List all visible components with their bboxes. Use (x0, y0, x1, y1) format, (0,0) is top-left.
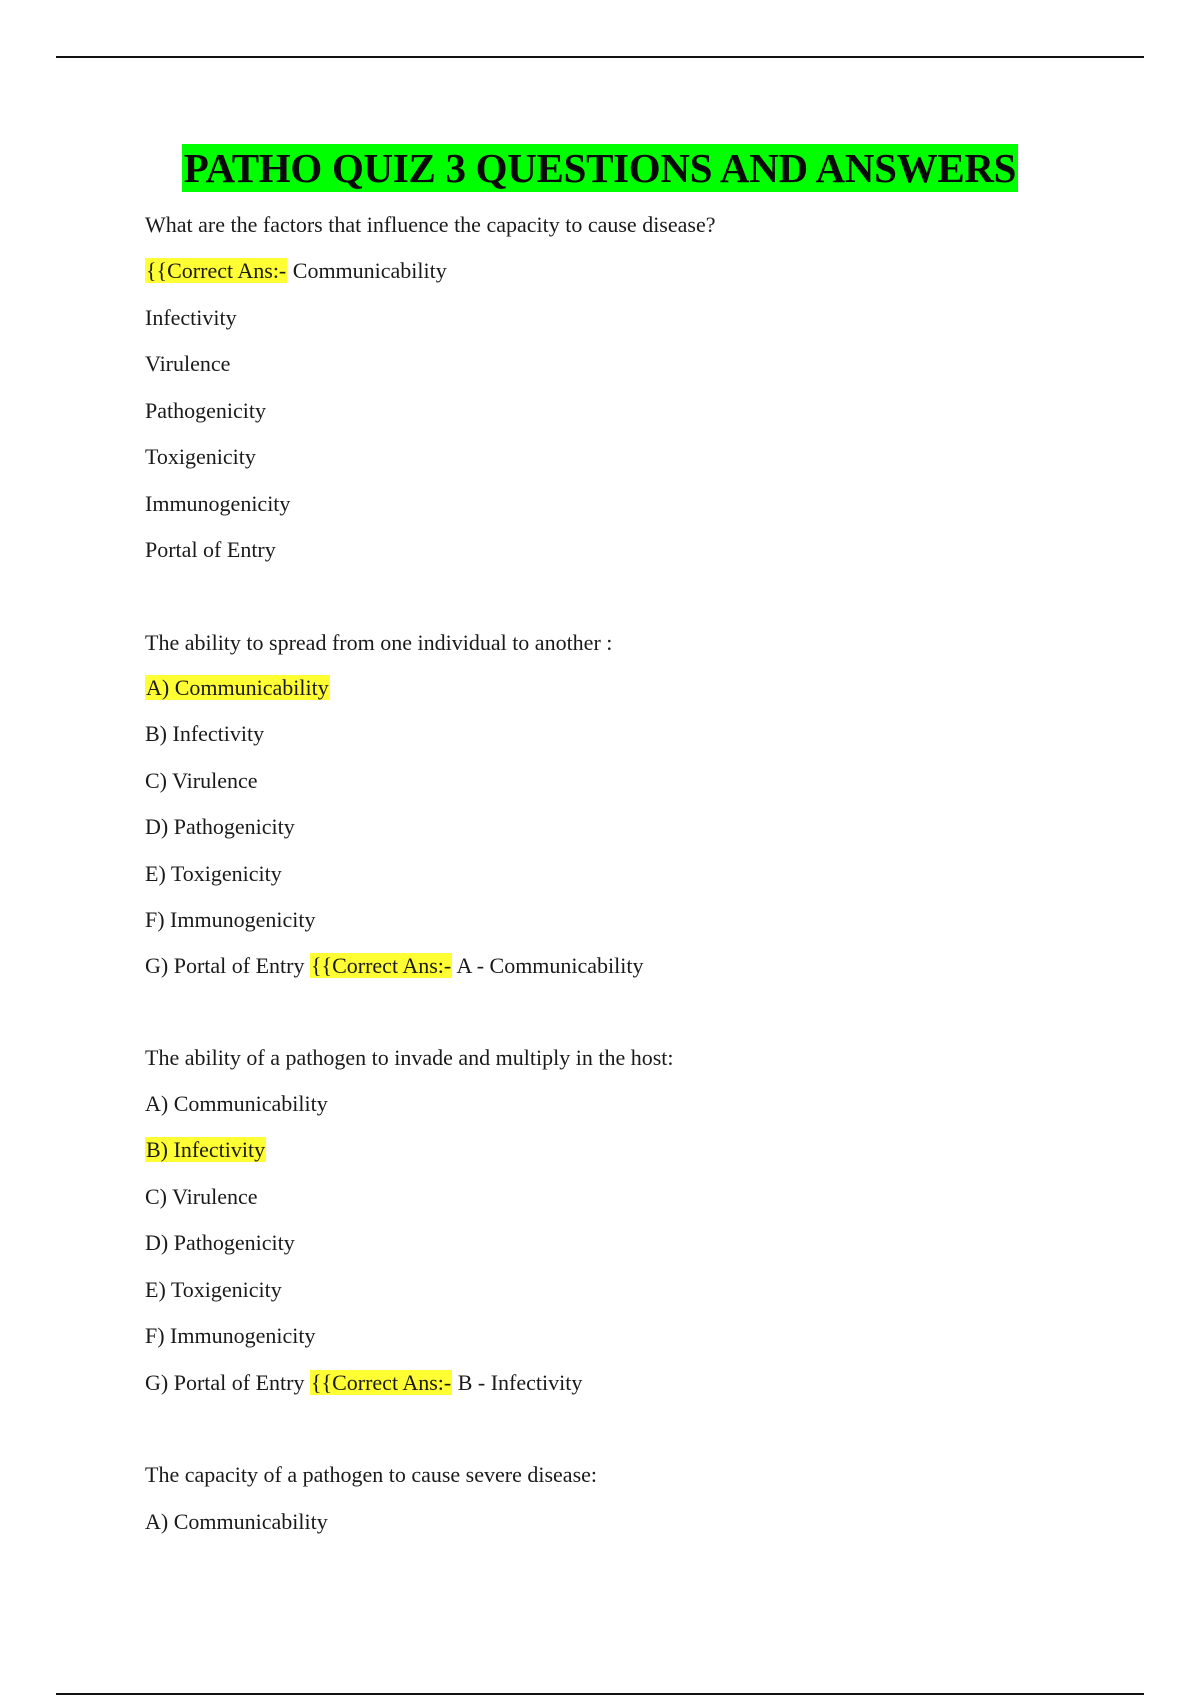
correct-answer-text: A - Communicability (452, 953, 644, 978)
question-1-option: Toxigenicity (145, 444, 256, 469)
question-3-option-e: E) Toxigenicity (145, 1277, 282, 1302)
correct-answer-marker: {{Correct Ans:- (146, 258, 287, 283)
question-4-prompt: The capacity of a pathogen to cause severe disease: (145, 1462, 598, 1487)
header-rule (56, 56, 1144, 58)
question-3-option-g (145, 1369, 582, 1397)
question-1-option: Infectivity (145, 305, 237, 330)
question-2-option-d: D) Pathogenicity (145, 814, 295, 839)
question-2-option-c: C) Virulence (145, 768, 258, 793)
correct-answer-marker: {{Correct Ans:- (310, 1370, 452, 1395)
question-1-option: Immunogenicity (145, 491, 291, 516)
footer-rule (56, 1693, 1144, 1695)
question-2-option-e: E) Toxigenicity (145, 861, 282, 886)
document-title: PATHO QUIZ 3 QUESTIONS AND ANSWERS (183, 145, 1017, 191)
question-3-option-d: D) Pathogenicity (145, 1230, 295, 1255)
question-2-option-a (145, 674, 330, 702)
question-3-option-c: C) Virulence (145, 1184, 258, 1209)
question-3-prompt: The ability of a pathogen to invade and multiply in the host: (145, 1045, 674, 1070)
option-text: G) Portal of Entry (145, 1370, 310, 1395)
highlighted-option: B) Infectivity (146, 1137, 266, 1162)
question-2-option-b: B) Infectivity (145, 721, 265, 746)
question-2-option-g (145, 952, 644, 980)
correct-answer-marker: {{Correct Ans:- (310, 953, 452, 978)
question-1-option: Portal of Entry (145, 537, 276, 562)
question-1-option: Virulence (145, 351, 231, 376)
highlighted-option: A) Communicability (146, 675, 329, 700)
question-1-prompt: What are the factors that influence the capacity to cause disease? (145, 212, 716, 237)
question-4-option-a: A) Communicability (145, 1509, 328, 1534)
title-container (0, 144, 1200, 192)
correct-answer-text: Communicability (287, 258, 447, 283)
question-2-option-f: F) Immunogenicity (145, 907, 316, 932)
question-2-prompt: The ability to spread from one individual to another : (145, 630, 613, 655)
question-1-answer (145, 257, 447, 285)
question-1-option: Pathogenicity (145, 398, 266, 423)
question-3-option-a: A) Communicability (145, 1091, 328, 1116)
question-3-option-b (145, 1136, 266, 1164)
question-3-option-f: F) Immunogenicity (145, 1323, 316, 1348)
option-text: G) Portal of Entry (145, 953, 310, 978)
correct-answer-text: B - Infectivity (452, 1370, 583, 1395)
